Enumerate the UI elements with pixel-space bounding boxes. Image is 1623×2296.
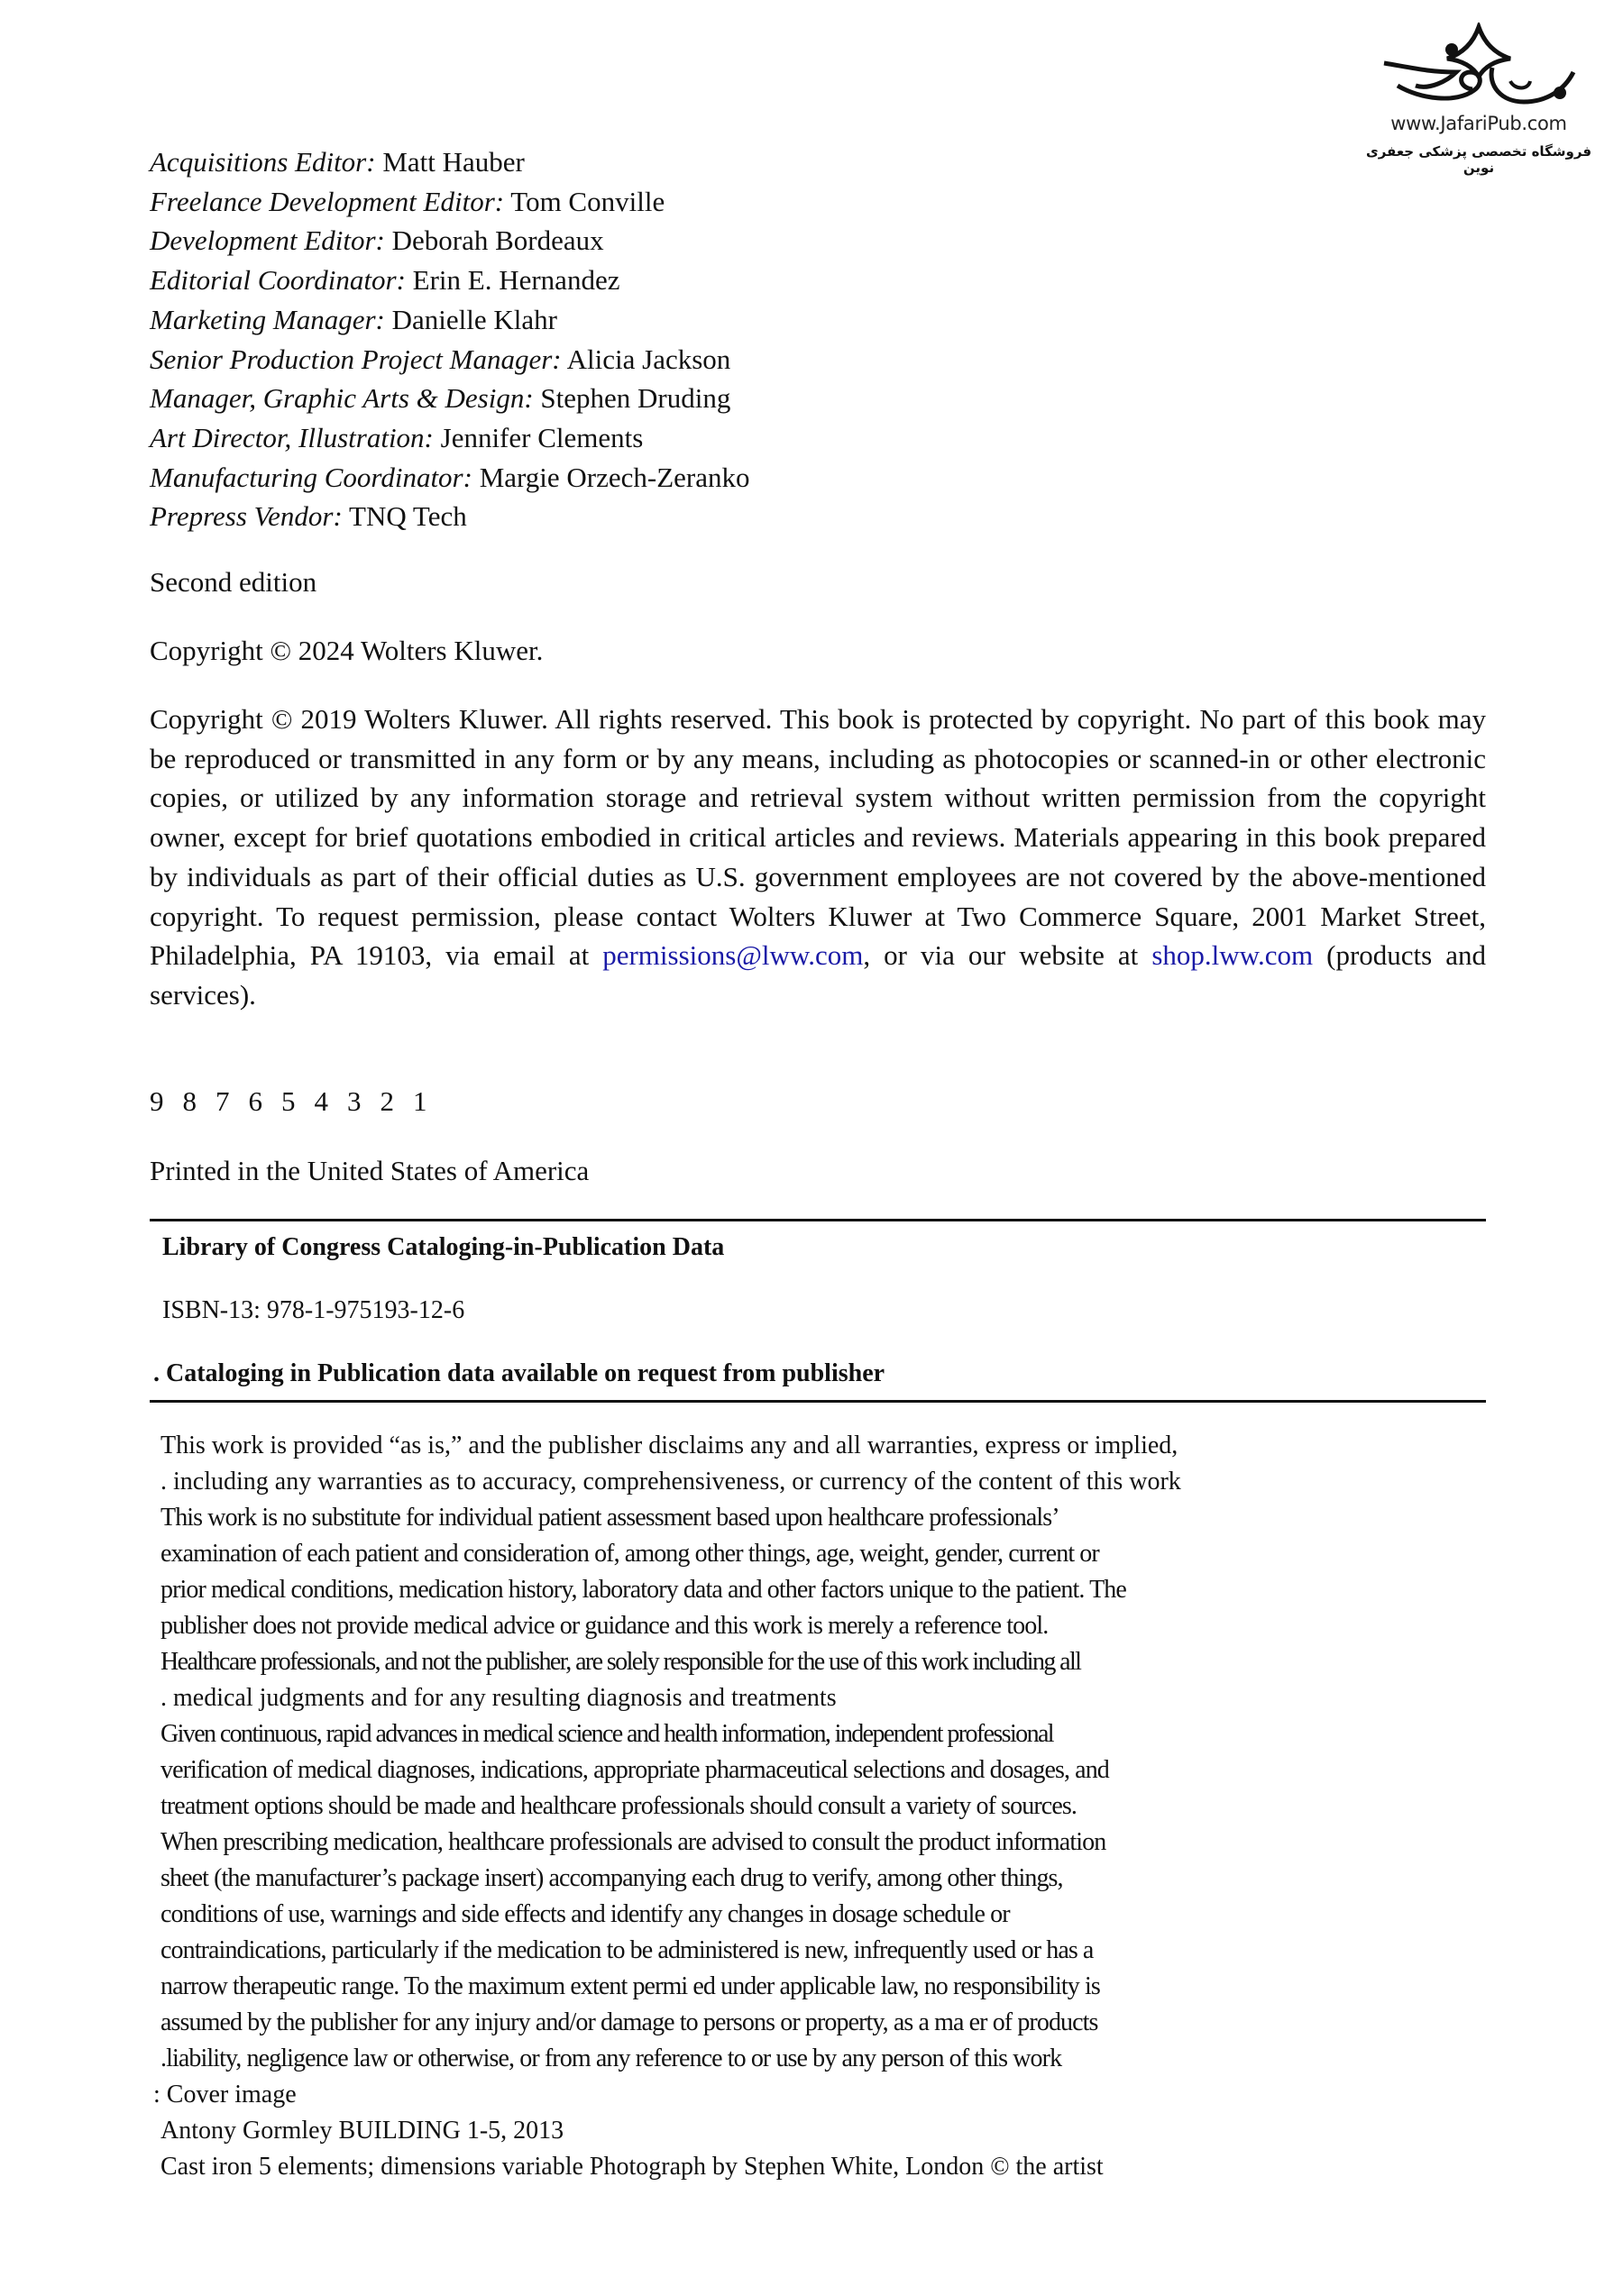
credit-role: Senior Production Project Manager:: [150, 343, 562, 375]
credit-line: [150, 497, 750, 536]
copyright-text-after: (products and services).: [150, 939, 1486, 1011]
cover-image-label: : Cover image: [153, 2081, 297, 2108]
disclaimer-line: Given continuous, rapid advances in medical science and health information, independent professional: [160, 1720, 1053, 1748]
cover-artwork: Antony Gormley BUILDING 1-5, 2013: [160, 2117, 564, 2145]
logo-url: www.JafariPub.com: [1390, 113, 1567, 134]
disclaimer-line: conditions of use, warnings and side effects and identify any changes in dosage schedule or: [160, 1900, 1010, 1928]
disclaimer-line: contraindications, particularly if the medication to be administered is new, infrequently used or has a: [160, 1936, 1094, 1964]
logo-tagline: فروشگاه تخصصی پزشکی جعفری نوین: [1365, 143, 1592, 176]
credit-line: [150, 379, 750, 418]
divider-bottom: [150, 1400, 1486, 1403]
copyright-2024: Copyright © 2024 Wolters Kluwer.: [150, 635, 544, 666]
printed-in-text: Printed in the United States of America: [150, 1155, 590, 1186]
credit-role: Acquisitions Editor:: [150, 146, 376, 178]
cover-details: Cast iron 5 elements; dimensions variable Photograph by Stephen White, London © the artist: [160, 2153, 1104, 2181]
credit-name: Danielle Klahr: [391, 303, 557, 335]
disclaimer-line: . including any warranties as to accuracy, comprehensiveness, or currency of the content of this work: [160, 1468, 1181, 1496]
credit-name: TNQ Tech: [349, 500, 467, 533]
credit-role: Prepress Vendor:: [150, 500, 343, 533]
cip-note: . Cataloging in Publication data available on request from publisher: [153, 1359, 885, 1387]
credit-line: [150, 221, 750, 261]
disclaimer-line: narrow therapeutic range. To the maximum extent permi ed under applicable law, no responsibility is: [160, 1972, 1100, 2000]
disclaimer-line: .liability, negligence law or otherwise, or from any reference to or use by any person of this work: [160, 2044, 1062, 2072]
print-number: 5: [281, 1085, 296, 1117]
copyright-notice: [150, 700, 1486, 1015]
credit-name: Alicia Jackson: [566, 343, 731, 375]
disclaimer-line: verification of medical diagnoses, indications, appropriate pharmaceutical selections and dosages, and: [160, 1756, 1109, 1784]
disclaimer-line: assumed by the publisher for any injury and/or damage to persons or property, as a ma er of products: [160, 2008, 1098, 2036]
print-number: 4: [314, 1085, 328, 1117]
edition-text: Second edition: [150, 566, 317, 598]
print-number: 2: [380, 1085, 394, 1117]
print-number: 1: [413, 1085, 427, 1117]
credit-line: [150, 182, 750, 222]
credit-name: Deborah Bordeaux: [391, 224, 604, 257]
credit-role: Marketing Manager:: [150, 303, 385, 335]
disclaimer-line: Healthcare professionals, and not the publisher, are solely responsible for the use of this work including all: [160, 1648, 1081, 1676]
credit-line: [150, 418, 750, 458]
disclaimer-line: . medical judgments and for any resulting diagnosis and treatments: [160, 1684, 837, 1712]
disclaimer: [153, 1428, 1181, 2185]
divider-top: [150, 1219, 1486, 1221]
credit-line: [150, 458, 750, 498]
credit-role: Freelance Development Editor:: [150, 185, 505, 217]
copyright-text-between: , or via our website at: [863, 939, 1152, 972]
print-number: 7: [215, 1085, 230, 1117]
credit-role: Editorial Coordinator:: [150, 264, 406, 297]
copyright-text: Copyright © 2019 Wolters Kluwer. All rights reserved. This book is protected by copyright. No part of this book may be reproduced or transmitted in any form or by any means, including as photocopies or scanned-in or other electronic copies, or utilized by any information storage and retrieval system without written permission from the copyright owner, except for brief quotations embodied in critical articles and reviews. Materials appearing in this book prepared by individuals as part of their official duties as U.S. government employees are not covered by the above-mentioned copyright. To request permission, please contact Wolters Kluwer at Two Commerce Square, 2001 Market Street, Philadelphia, PA 19103, via email at: [150, 703, 1486, 972]
credit-line: [150, 261, 750, 300]
disclaimer-line: publisher does not provide medical advice or guidance and this work is merely a reference tool.: [160, 1612, 1049, 1640]
jafaripub-logo-icon: [1375, 23, 1582, 113]
credit-role: Manager, Graphic Arts & Design:: [150, 382, 534, 415]
disclaimer-line: sheet (the manufacturer’s package insert) accompanying each drug to verify, among other things,: [160, 1864, 1063, 1892]
permissions-email-link[interactable]: permissions@lww.com: [602, 939, 864, 972]
print-number: 8: [182, 1085, 197, 1117]
credits-list: [150, 142, 750, 536]
disclaimer-line: This work is provided “as is,” and the publisher disclaims any and all warranties, express or implied,: [160, 1432, 1178, 1459]
print-number: 6: [248, 1085, 262, 1117]
publisher-logo: [1352, 23, 1605, 180]
credit-role: Art Director, Illustration:: [150, 421, 434, 453]
credit-role: Development Editor:: [150, 224, 385, 257]
disclaimer-line: prior medical conditions, medication history, laboratory data and other factors unique to the patient. The: [160, 1576, 1126, 1604]
website-link[interactable]: shop.lww.com: [1151, 939, 1314, 972]
print-number: 9: [150, 1085, 164, 1117]
disclaimer-line: examination of each patient and consideration of, among other things, age, weight, gender, current or: [160, 1540, 1099, 1568]
credit-line: [150, 300, 750, 340]
disclaimer-line: When prescribing medication, healthcare professionals are advised to consult the product information: [160, 1828, 1106, 1856]
credit-role: Manufacturing Coordinator:: [150, 461, 472, 493]
credit-name: Jennifer Clements: [440, 421, 644, 453]
print-number: 3: [347, 1085, 362, 1117]
credit-line: [150, 142, 750, 182]
printing-number-line: [150, 1082, 446, 1121]
disclaimer-line: This work is no substitute for individual patient assessment based upon healthcare professionals’: [160, 1504, 1059, 1532]
credit-line: [150, 340, 750, 380]
isbn: ISBN-13: 978-1-975193-12-6: [162, 1296, 465, 1324]
cip-title: Library of Congress Cataloging-in-Publication Data: [162, 1233, 725, 1261]
disclaimer-line: treatment options should be made and healthcare professionals should consult a variety of sources.: [160, 1792, 1077, 1820]
credit-name: Stephen Druding: [540, 382, 731, 415]
credit-name: Margie Orzech-Zeranko: [479, 461, 750, 493]
credit-name: Matt Hauber: [382, 146, 525, 178]
credit-name: Tom Conville: [510, 185, 665, 217]
credit-name: Erin E. Hernandez: [412, 264, 620, 297]
